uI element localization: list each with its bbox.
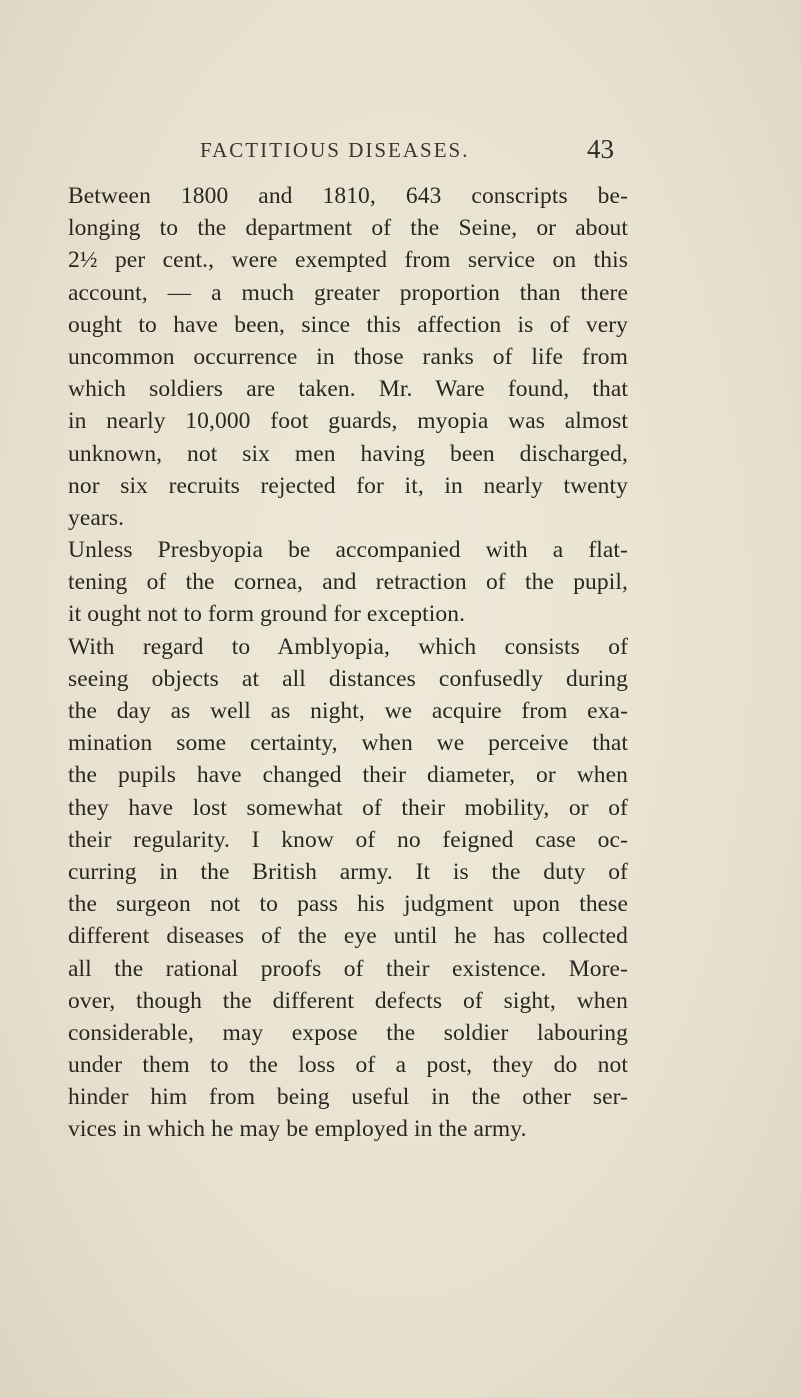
text-line: unknown, not six men having been discharged, [68,440,628,467]
text-line: longing to the department of the Seine, or about [68,215,628,242]
text-line: uncommon occurrence in those ranks of life from [68,343,628,370]
text-line: ought to have been, since this affection is of very [68,311,628,338]
text-line: over, though the different defects of sight, when [68,987,628,1014]
text-line: hinder him from being useful in the other ser- [68,1084,628,1111]
text-line: all the rational proofs of their existence. More- [68,955,628,982]
text-line: With regard to Amblyopia, which consists of [68,633,628,660]
text-line: the surgeon not to pass his judgment upon these [68,891,628,918]
text-line: their regularity. I know of no feigned case oc- [68,826,628,853]
page-number: 43 [587,134,614,164]
text-line: curring in the British army. It is the duty of [68,858,628,885]
text-line: tening of the cornea, and retraction of the pupil, [68,569,628,596]
page-header [200,134,614,178]
running-head: FACTITIOUS DISEASES. [200,138,470,162]
text-line: considerable, may expose the soldier labouring [68,1019,628,1046]
text-line: in nearly 10,000 foot guards, myopia was almost [68,408,628,435]
text-line: the day as well as night, we acquire from exa- [68,698,628,724]
text-line: nor six recruits rejected for it, in nearly twenty [68,472,628,499]
text-line: which soldiers are taken. Mr. Ware found, that [68,376,628,403]
text-line: seeing objects at all distances confusedly during [68,665,628,692]
text-line: under them to the loss of a post, they do not [68,1052,628,1079]
text-line: Between 1800 and 1810, 643 conscripts be- [68,183,628,209]
body-text [68,180,628,1146]
text-line: years. [68,504,125,531]
text-line: account, — a much greater proportion than there [68,279,628,306]
text-line: Unless Presbyopia be accompanied with a flat- [68,537,628,564]
text-line: 2½ per cent., were exempted from service on this [68,247,628,274]
text-line: it ought not to form ground for exception. [68,601,466,628]
text-line: mination some certainty, when we perceive that [68,730,628,757]
text-line: vices in which he may be employed in the army. [68,1116,527,1143]
text-line: they have lost somewhat of their mobility, or of [68,794,628,821]
text-line: different diseases of the eye until he has collected [68,923,628,950]
text-line: the pupils have changed their diameter, or when [68,762,628,789]
